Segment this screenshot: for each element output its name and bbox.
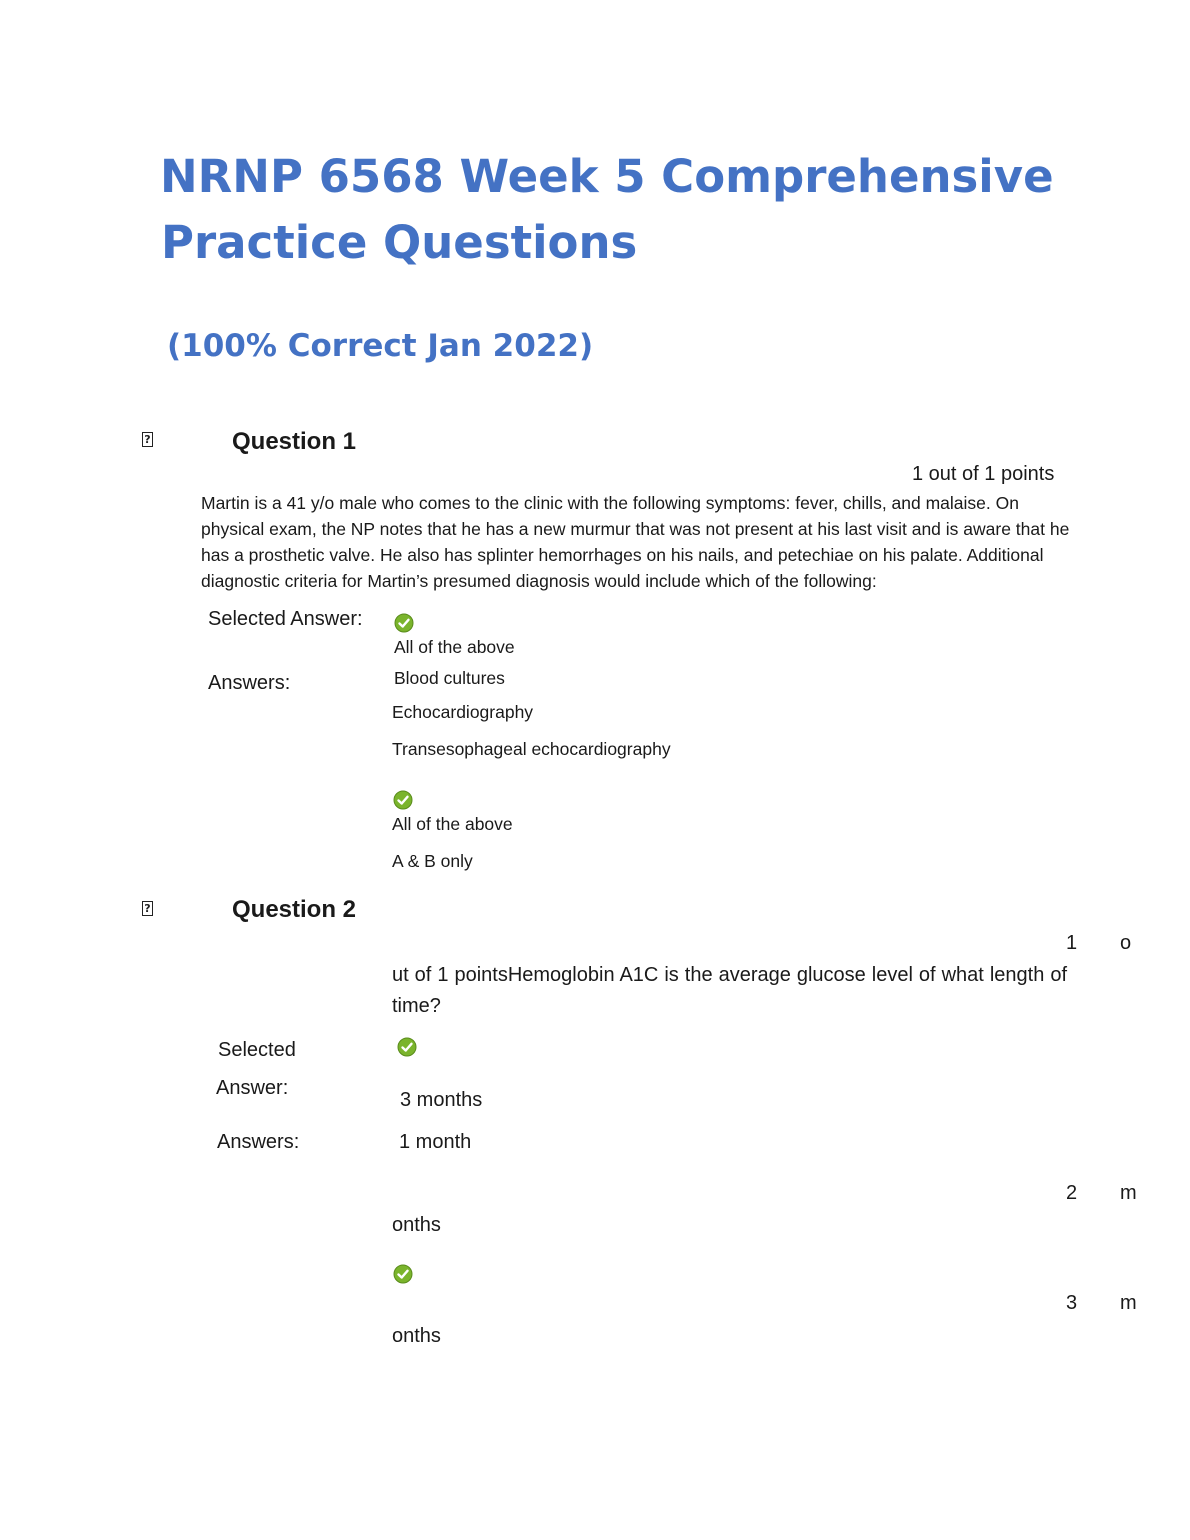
- question-mark-box-icon: ?: [142, 901, 153, 916]
- answer-option: Echocardiography: [392, 702, 534, 722]
- selected-answer-value: All of the above: [394, 637, 515, 657]
- answers-label: Answers:: [217, 1131, 300, 1153]
- question-1-points: 1 out of 1 points: [912, 463, 1055, 485]
- question-2-text: ut of 1 pointsHemoglobin A1C is the average glucose level of what length of time?: [392, 964, 1067, 1017]
- question-1-text: Martin is a 41 y/o male who comes to the clinic with the following symptoms: fever, chills, and malaise. On physical exam, the NP notes that he has a new murmur that was not present at his last visit and is aware that he has a prosthetic valve. He also has splinter hemorrhages on his nails, and petechiae on his palate. Additional diagnostic criteria for Martin’s presumed diagnosis would include which of the following:: [201, 493, 1070, 591]
- answer-option: A & B only: [392, 851, 473, 871]
- answer-fragment: m: [1120, 1292, 1137, 1314]
- answer-option: Transesophageal echocardiography: [392, 739, 671, 759]
- page-title-line2: Practice Questions: [161, 216, 638, 269]
- green-check-icon: [393, 790, 413, 810]
- green-check-icon: [393, 1264, 413, 1284]
- question-2-points-fragment: 1: [1066, 932, 1078, 954]
- green-check-icon: [397, 1037, 417, 1057]
- question-2-points-fragment: o: [1120, 932, 1132, 954]
- answer-fragment: 3: [1066, 1292, 1078, 1314]
- answer-fragment: 2: [1066, 1182, 1078, 1204]
- answers-label: Answers:: [208, 672, 291, 694]
- page-subtitle: (100% Correct Jan 2022): [167, 328, 594, 364]
- selected-answer-value: 3 months: [400, 1089, 483, 1111]
- selected-answer-label: Selected: [218, 1039, 296, 1061]
- question-mark-box-icon: ?: [142, 432, 153, 447]
- selected-answer-label: Selected Answer:: [208, 608, 363, 630]
- answer-fragment: onths: [392, 1214, 441, 1236]
- answer-option: Blood cultures: [394, 668, 505, 688]
- question-2-heading: Question 2: [232, 896, 357, 923]
- question-1-heading: Question 1: [232, 428, 357, 455]
- answer-option: 1 month: [399, 1131, 472, 1153]
- green-check-icon: [394, 613, 414, 633]
- page-title-line1: NRNP 6568 Week 5 Comprehensive: [160, 150, 1054, 203]
- answer-fragment: m: [1120, 1182, 1137, 1204]
- selected-answer-label: Answer:: [216, 1077, 289, 1099]
- answer-option-correct: All of the above: [392, 814, 513, 834]
- answer-fragment-correct: onths: [392, 1325, 441, 1347]
